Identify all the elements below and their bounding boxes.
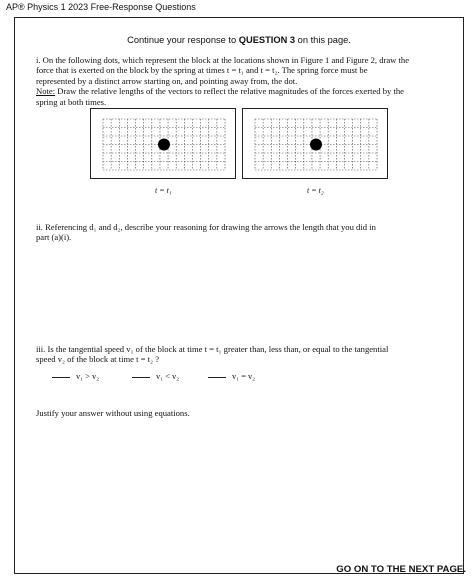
note-label: Note: <box>36 86 56 97</box>
figure-1-time-label: t = t₁ <box>155 186 172 195</box>
figure-2-time-label: t = t₂ <box>307 186 324 195</box>
part-ii-prompt <box>36 222 446 243</box>
part-ii-line: part (a)(i). <box>36 232 72 243</box>
part-iii-line: iii. Is the tangential speed v₁ of the block at time t = t₁ greater than, less than, or equal to the tangential <box>36 344 389 354</box>
answer-blank[interactable] <box>208 377 226 378</box>
block-dot <box>158 139 170 151</box>
part-i-line: represented by a distinct arrow starting on, and pointing away from, the dot. <box>36 75 298 86</box>
part-i-line: i. On the following dots, which represent the block at the locations shown in Figure 1 and Figure 2, draw the <box>36 55 410 65</box>
part-i-line: force that is exerted on the block by the spring at times t = t₁ and t = t₂. The spring force must be <box>36 65 368 76</box>
note-text: Draw the relative lengths of the vectors to reflect the relative magnitudes of the forces exerted by the <box>55 86 404 97</box>
answer-blank[interactable] <box>52 377 70 378</box>
figure-2-dot-grid[interactable] <box>242 108 388 179</box>
choice-greater[interactable] <box>52 372 99 381</box>
grid-graphic <box>243 109 389 180</box>
continue-instruction <box>15 35 463 45</box>
grid-graphic <box>91 109 237 180</box>
choice-label: v₁ > v₂ <box>76 372 100 381</box>
part-i-line: spring at both times. <box>36 96 107 107</box>
choice-less[interactable] <box>132 372 179 381</box>
part-i-note <box>36 86 446 96</box>
part-i-prompt <box>36 55 446 107</box>
continue-prefix: Continue your response to <box>127 35 239 45</box>
justify-prompt: Justify your answer without using equations. <box>36 408 190 418</box>
part-iii-line: speed v₂ of the block at time t = t₂ ? <box>36 354 160 365</box>
block-dot <box>310 139 322 151</box>
part-iii-prompt <box>36 344 446 365</box>
question-number: QUESTION 3 <box>238 35 296 45</box>
part-ii-line: ii. Referencing d₁ and d₂, describe your reasoning for drawing the arrows the length that you did in <box>36 222 376 232</box>
choice-label: v₁ < v₂ <box>156 372 180 381</box>
continue-suffix: on this page. <box>295 35 351 45</box>
page-header: AP® Physics 1 2023 Free-Response Questions <box>6 2 196 12</box>
choice-label: v₁ = v₂ <box>232 372 256 381</box>
figure-1-dot-grid[interactable] <box>90 108 236 179</box>
next-page-footer: GO ON TO THE NEXT PAGE. <box>336 564 466 575</box>
choice-equal[interactable] <box>208 372 255 381</box>
answer-blank[interactable] <box>132 377 150 378</box>
